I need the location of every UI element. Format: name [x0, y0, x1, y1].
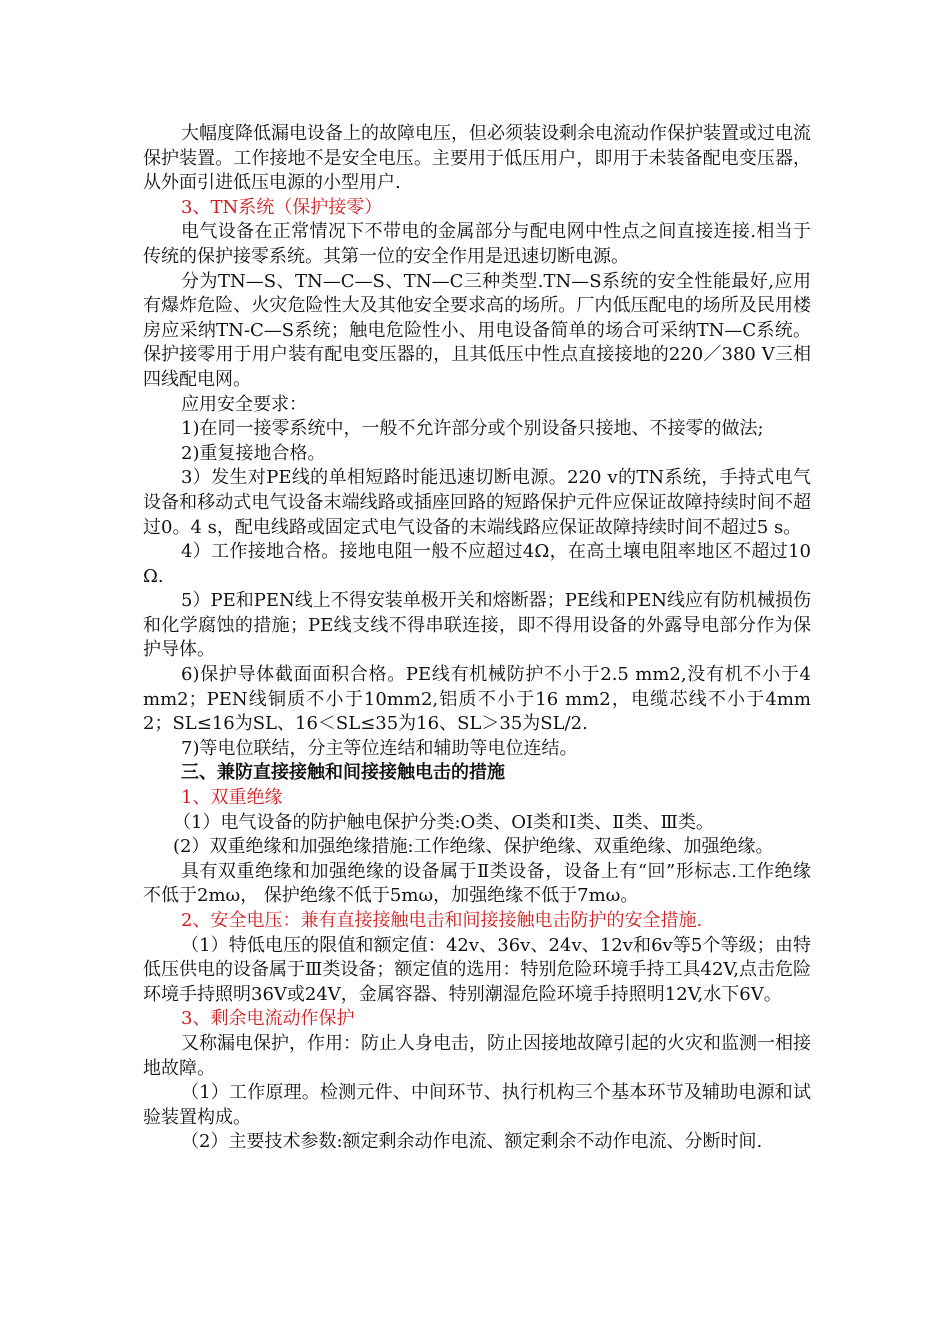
list-item-requirement-1: 1)在同一接零系统中，一般不允许部分或个别设备只接地、不接零的做法; — [181, 418, 764, 440]
paragraph-tn-types: 分为TN—S、TN—C—S、TN—C三种类型.TN—S系统的安全性能最好,应用有爆炸危险、火灾危险性大及其他安全要求高的场所。厂内低压配电的场所及民用楼房应采纳TN-C—S系统；触电危险性小、用电设备简单的场合可采纳TN—C系统。保护接零用于用户装有配电变压器的，且其低压中性点直接接地的220／380 V三相四线配电网。 — [143, 270, 811, 390]
paragraph-voltage-limits: （1）特低电压的限值和额定值：42v、36v、24v、12v和6v等5个等级；由特低压供电的设备属于Ⅲ类设备；额定值的选用：特别危险环境手持工具42V,点击危险环境手持照明36V或24V，金属容器、特别潮湿危险环境手持照明12V,水下6V。 — [143, 934, 811, 1005]
list-item-requirement-7: 7)等电位联结，分主等位连结和辅助等电位连结。 — [181, 737, 578, 759]
paragraph-safety-requirements-label: 应用安全要求： — [181, 393, 307, 415]
section-heading-3: 三、兼防直接接触和间接接触电击的措施 — [181, 762, 505, 784]
paragraph-leakage-protection: 又称漏电保护，作用：防止人身电击，防止因接地故障引起的火灾和监测一相接地故障。 — [143, 1032, 811, 1079]
list-item-requirement-6: 6)保护导体截面面积合格。PE线有机械防护不小于2.5 mm2,没有机不小于4 mm2；PEN线铜质不小于10mm2,铝质不小于16 mm2，电缆芯线不小于4mm2；SL≤16为SL、16＜SL≤35为16、SL＞35为SL/2. — [143, 664, 811, 735]
paragraph-intro: 大幅度降低漏电设备上的故障电压，但必须装设剩余电流动作保护装置或过电流保护装置。工作接地不是安全电压。主要用于低压用户，即用于未装备配电变压器，从外面引进低压电源的小型用户. — [143, 123, 811, 194]
heading-double-insulation: 1、双重绝缘 — [181, 787, 283, 809]
paragraph-working-principle: （1）工作原理。检测元件、中间环节、执行机构三个基本环节及辅助电源和试验装置构成。 — [143, 1082, 811, 1128]
list-item-requirement-3: 3）发生对PE线的单相短路时能迅速切断电源。220 v的TN系统，手持式电气设备和移动式电气设备末端线路或插座回路的短路保护元件应保证故障持续时间不超过0。4 s，配电线路或固定式电气设备的末端线路应保证故障持续时间不超过5 s。 — [143, 467, 811, 538]
document-page — [143, 122, 811, 1155]
paragraph-protection-classes: （1）电气设备的防护触电保护分类:O类、OI类和Ⅰ类、Ⅱ类、Ⅲ类。 — [173, 811, 714, 833]
heading-tn-system: 3、TN系统（保护接零） — [181, 196, 383, 218]
paragraph-tn-definition: 电气设备在正常情况下不带电的金属部分与配电网中性点之间直接连接.相当于传统的保护接零系统。其第一位的安全作用是迅速切断电源。 — [143, 221, 811, 267]
paragraph-insulation-measures: (2）双重绝缘和加强绝缘措施:工作绝缘、保护绝缘、双重绝缘、加强绝缘。 — [173, 836, 774, 858]
paragraph-class-ii-equipment: 具有双重绝缘和加强绝缘的设备属于Ⅱ类设备，设备上有“回”形标志.工作绝缘不低于2mω， 保护绝缘不低于5mω，加强绝缘不低于7mω。 — [143, 860, 811, 907]
heading-residual-current: 3、剩余电流动作保护 — [181, 1008, 355, 1030]
list-item-requirement-4: 4）工作接地合格。接地电阻一般不应超过4Ω，在高土壤电阻率地区不超过10Ω. — [143, 541, 811, 587]
heading-safety-voltage: 2、安全电压：兼有直接接触电击和间接接触电击防护的安全措施. — [181, 910, 703, 931]
list-item-requirement-2: 2)重复接地合格。 — [181, 442, 326, 464]
paragraph-technical-parameters: （2）主要技术参数:额定剩余动作电流、额定剩余不动作电流、分断时间. — [181, 1131, 763, 1153]
list-item-requirement-5: 5）PE和PEN线上不得安装单极开关和熔断器；PE线和PEN线应有防机械损伤和化学腐蚀的措施；PE线支线不得串联连接，即不得用设备的外露导电部分作为保护导体。 — [143, 590, 811, 661]
